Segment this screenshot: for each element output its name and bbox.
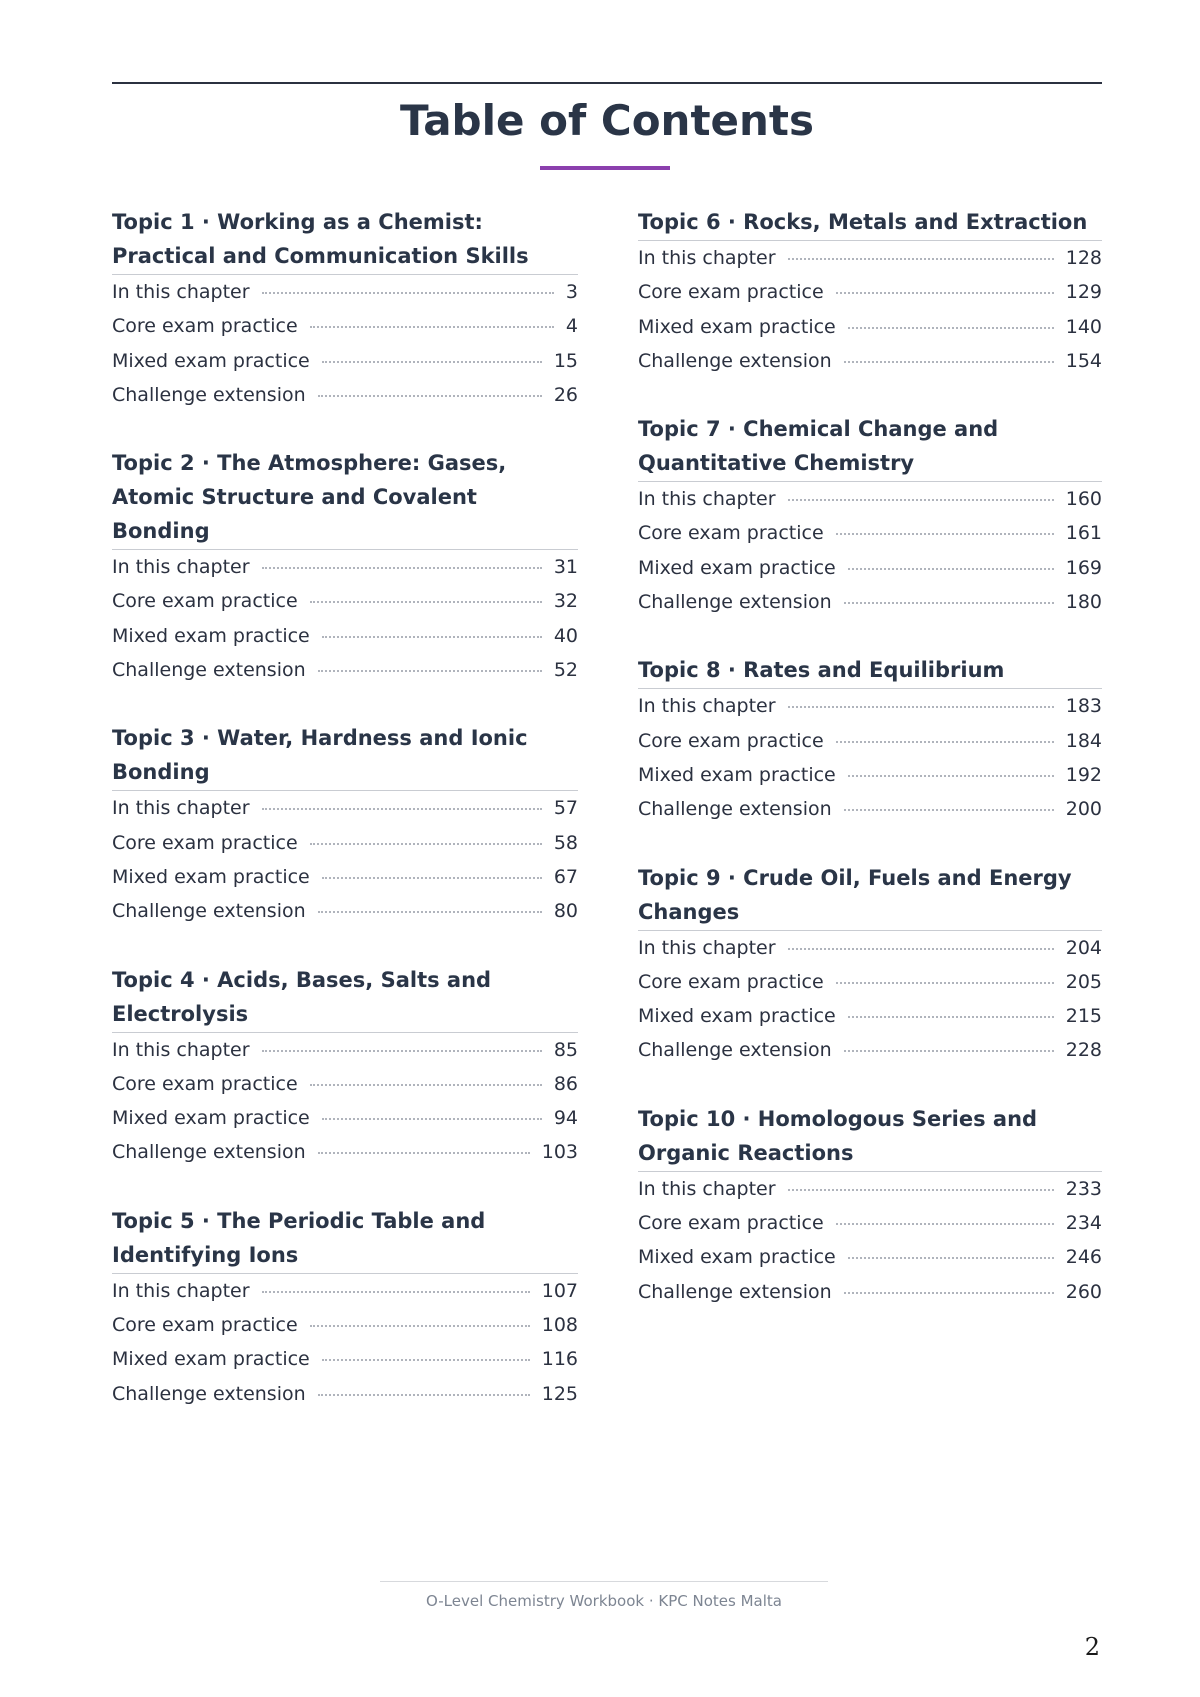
toc-topic: [112, 205, 578, 412]
dot-leader: [310, 1084, 542, 1086]
entry-label: Challenge extension: [112, 659, 306, 682]
entry-label: In this chapter: [638, 936, 776, 959]
toc-entry[interactable]: [638, 758, 1102, 792]
entry-page-number: 140: [1065, 315, 1102, 338]
entry-page-number: 233: [1065, 1177, 1102, 1200]
dot-leader: [844, 1292, 1054, 1294]
dot-leader: [322, 1118, 542, 1120]
entry-page-number: 154: [1065, 349, 1102, 372]
entry-label: Challenge extension: [112, 1382, 306, 1405]
toc-entry[interactable]: [638, 1033, 1102, 1067]
footer-rule: [380, 1581, 828, 1582]
entry-label: In this chapter: [112, 556, 250, 579]
toc-entry[interactable]: [638, 1172, 1102, 1206]
entry-label: Core exam practice: [638, 281, 824, 304]
toc-entry[interactable]: [638, 516, 1102, 550]
top-rule: [112, 82, 1102, 84]
entry-page-number: 228: [1065, 1039, 1102, 1062]
entry-page-number: 58: [553, 831, 578, 854]
entry-page-number: 204: [1065, 936, 1102, 959]
toc-entry[interactable]: [112, 1377, 578, 1411]
dot-leader: [844, 602, 1054, 604]
dot-leader: [318, 911, 542, 913]
dot-leader: [310, 601, 542, 603]
entry-page-number: 129: [1065, 281, 1102, 304]
entry-page-number: 31: [553, 556, 578, 579]
dot-leader: [322, 361, 542, 363]
entry-label: Challenge extension: [638, 349, 832, 372]
entry-page-number: 205: [1065, 970, 1102, 993]
toc-entry[interactable]: [112, 860, 578, 894]
entry-page-number: 80: [553, 900, 578, 923]
toc-entry[interactable]: [638, 241, 1102, 275]
entry-label: Mixed exam practice: [112, 624, 310, 647]
dot-leader: [788, 706, 1054, 708]
topic-heading: Topic 4 · Acids, Bases, Salts and Electrolysis: [112, 963, 578, 1033]
toc-entry[interactable]: [638, 310, 1102, 344]
toc-entry[interactable]: [112, 1135, 578, 1169]
topic-heading: Topic 9 · Crude Oil, Fuels and Energy Changes: [638, 861, 1102, 931]
entry-page-number: 85: [553, 1038, 578, 1061]
entry-page-number: 26: [553, 383, 578, 406]
entry-page-number: 94: [553, 1107, 578, 1130]
toc-entry[interactable]: [638, 1240, 1102, 1274]
dot-leader: [836, 741, 1054, 743]
entry-label: Core exam practice: [638, 729, 824, 752]
toc-topic: [112, 446, 578, 687]
toc-entry[interactable]: [638, 931, 1102, 965]
entry-label: Mixed exam practice: [638, 556, 836, 579]
toc-entry[interactable]: [638, 482, 1102, 516]
entry-label: Mixed exam practice: [638, 315, 836, 338]
entry-page-number: 32: [553, 590, 578, 613]
toc-entry[interactable]: [638, 1275, 1102, 1309]
dot-leader: [322, 636, 542, 638]
toc-topic: [638, 861, 1102, 1068]
entry-page-number: 40: [553, 624, 578, 647]
toc-entry[interactable]: [112, 344, 578, 378]
entry-label: Mixed exam practice: [638, 763, 836, 786]
entry-label: Challenge extension: [112, 1141, 306, 1164]
dot-leader: [844, 361, 1054, 363]
toc-entry[interactable]: [112, 309, 578, 343]
toc-entry[interactable]: [112, 1342, 578, 1376]
entry-label: Challenge extension: [638, 1039, 832, 1062]
entry-label: Mixed exam practice: [638, 1005, 836, 1028]
dot-leader: [262, 567, 542, 569]
toc-entry[interactable]: [112, 826, 578, 860]
toc-entry[interactable]: [112, 1274, 578, 1308]
dot-leader: [836, 533, 1054, 535]
entry-page-number: 57: [553, 797, 578, 820]
entry-label: Core exam practice: [638, 522, 824, 545]
entry-label: Challenge extension: [638, 591, 832, 614]
toc-right-column: [638, 205, 1102, 1343]
entry-label: In this chapter: [638, 695, 776, 718]
toc-entry[interactable]: [638, 275, 1102, 309]
dot-leader: [310, 1325, 530, 1327]
entry-label: In this chapter: [112, 797, 250, 820]
toc-topic: [112, 721, 578, 928]
entry-label: In this chapter: [112, 281, 250, 303]
toc-entry[interactable]: [638, 551, 1102, 585]
dot-leader: [322, 1359, 530, 1361]
toc-entry[interactable]: [112, 584, 578, 618]
entry-page-number: 108: [541, 1314, 578, 1337]
dot-leader: [788, 258, 1054, 260]
entry-label: Core exam practice: [112, 1072, 298, 1095]
page-title: Table of Contents: [399, 96, 814, 145]
toc-topic: [638, 412, 1102, 619]
dot-leader: [262, 292, 554, 294]
entry-page-number: 184: [1065, 729, 1102, 752]
entry-page-number: 180: [1065, 591, 1102, 614]
dot-leader: [318, 1152, 530, 1154]
dot-leader: [848, 327, 1054, 329]
dot-leader: [848, 568, 1054, 570]
toc-entry[interactable]: [112, 653, 578, 687]
toc-entry[interactable]: [638, 344, 1102, 378]
dot-leader: [848, 1257, 1054, 1259]
entry-label: In this chapter: [638, 488, 776, 511]
dot-leader: [844, 809, 1054, 811]
dot-leader: [848, 1016, 1054, 1018]
dot-leader: [836, 982, 1054, 984]
toc-entry[interactable]: [112, 275, 578, 309]
entry-page-number: 52: [553, 659, 578, 682]
toc-entry[interactable]: [638, 1206, 1102, 1240]
entry-page-number: 246: [1065, 1246, 1102, 1269]
entry-page-number: 260: [1065, 1280, 1102, 1303]
entry-page-number: 86: [553, 1072, 578, 1095]
entry-label: Challenge extension: [112, 900, 306, 923]
entry-label: Mixed exam practice: [638, 1246, 836, 1269]
entry-page-number: 67: [553, 865, 578, 888]
entry-label: In this chapter: [638, 247, 776, 269]
dot-leader: [318, 1394, 530, 1396]
topic-heading: Topic 5 · The Periodic Table and Identifying Ions: [112, 1204, 578, 1274]
entry-label: Core exam practice: [112, 315, 298, 338]
title-accent-bar: [540, 166, 670, 170]
dot-leader: [848, 775, 1054, 777]
entry-page-number: 125: [541, 1382, 578, 1405]
dot-leader: [788, 1189, 1054, 1191]
toc-entry[interactable]: [112, 1067, 578, 1101]
topic-heading: Topic 8 · Rates and Equilibrium: [638, 653, 1102, 689]
entry-label: Mixed exam practice: [112, 349, 310, 372]
dot-leader: [844, 1050, 1054, 1052]
toc-topic: [112, 1204, 578, 1411]
dot-leader: [318, 670, 542, 672]
entry-page-number: 161: [1065, 522, 1102, 545]
entry-label: Core exam practice: [112, 590, 298, 613]
dot-leader: [788, 948, 1054, 950]
toc-entry[interactable]: [112, 619, 578, 653]
topic-heading: Topic 3 · Water, Hardness and Ionic Bonding: [112, 721, 578, 791]
toc-entry[interactable]: [638, 585, 1102, 619]
dot-leader: [262, 1050, 542, 1052]
dot-leader: [262, 808, 542, 810]
entry-page-number: 107: [541, 1279, 578, 1302]
entry-label: In this chapter: [112, 1279, 250, 1302]
entry-page-number: 200: [1065, 798, 1102, 821]
dot-leader: [788, 499, 1054, 501]
entry-label: Core exam practice: [638, 970, 824, 993]
toc-entry[interactable]: [112, 1308, 578, 1342]
topic-heading: Topic 7 · Chemical Change and Quantitative Chemistry: [638, 412, 1102, 482]
entry-page-number: 116: [541, 1348, 578, 1371]
dot-leader: [262, 1291, 530, 1293]
entry-label: Challenge extension: [638, 798, 832, 821]
toc-topic: [638, 1102, 1102, 1309]
entry-page-number: 215: [1065, 1005, 1102, 1028]
entry-page-number: 169: [1065, 556, 1102, 579]
entry-label: In this chapter: [112, 1038, 250, 1061]
topic-heading: Topic 2 · The Atmosphere: Gases, Atomic Structure and Covalent Bonding: [112, 446, 578, 550]
toc-entry[interactable]: [112, 894, 578, 928]
toc-entry[interactable]: [638, 999, 1102, 1033]
toc-entry[interactable]: [638, 965, 1102, 999]
entry-label: Mixed exam practice: [112, 1107, 310, 1130]
entry-page-number: 3: [565, 281, 578, 303]
page-number: 2: [1084, 1633, 1100, 1661]
toc-entry[interactable]: [638, 689, 1102, 723]
toc-topic: [638, 205, 1102, 378]
entry-label: Core exam practice: [112, 1314, 298, 1337]
dot-leader: [322, 877, 542, 879]
toc-entry[interactable]: [112, 791, 578, 825]
entry-label: In this chapter: [638, 1177, 776, 1200]
dot-leader: [310, 326, 554, 328]
toc-topic: [638, 653, 1102, 826]
entry-page-number: 234: [1065, 1212, 1102, 1235]
dot-leader: [836, 1223, 1054, 1225]
topic-heading: Topic 10 · Homologous Series and Organic Reactions: [638, 1102, 1102, 1172]
entry-page-number: 128: [1065, 247, 1102, 269]
toc-entry[interactable]: [112, 1101, 578, 1135]
toc-entry[interactable]: [638, 792, 1102, 826]
entry-label: Core exam practice: [112, 831, 298, 854]
toc-left-column: [112, 205, 578, 1445]
toc-entry[interactable]: [112, 550, 578, 584]
entry-page-number: 183: [1065, 695, 1102, 718]
toc-entry[interactable]: [112, 1033, 578, 1067]
entry-label: Core exam practice: [638, 1212, 824, 1235]
entry-page-number: 15: [553, 349, 578, 372]
entry-label: Mixed exam practice: [112, 1348, 310, 1371]
dot-leader: [836, 292, 1054, 294]
toc-entry[interactable]: [638, 724, 1102, 758]
dot-leader: [310, 843, 542, 845]
entry-label: Challenge extension: [112, 383, 306, 406]
toc-entry[interactable]: [112, 378, 578, 412]
dot-leader: [318, 395, 542, 397]
footer-text: O-Level Chemistry Workbook · KPC Notes Malta: [426, 1592, 782, 1610]
entry-page-number: 103: [541, 1141, 578, 1164]
entry-label: Challenge extension: [638, 1280, 832, 1303]
toc-topic: [112, 963, 578, 1170]
entry-page-number: 160: [1065, 488, 1102, 511]
topic-heading: Topic 1 · Working as a Chemist: Practical and Communication Skills: [112, 205, 578, 275]
entry-label: Mixed exam practice: [112, 865, 310, 888]
entry-page-number: 192: [1065, 763, 1102, 786]
topic-heading: Topic 6 · Rocks, Metals and Extraction: [638, 205, 1102, 241]
entry-page-number: 4: [565, 315, 578, 338]
